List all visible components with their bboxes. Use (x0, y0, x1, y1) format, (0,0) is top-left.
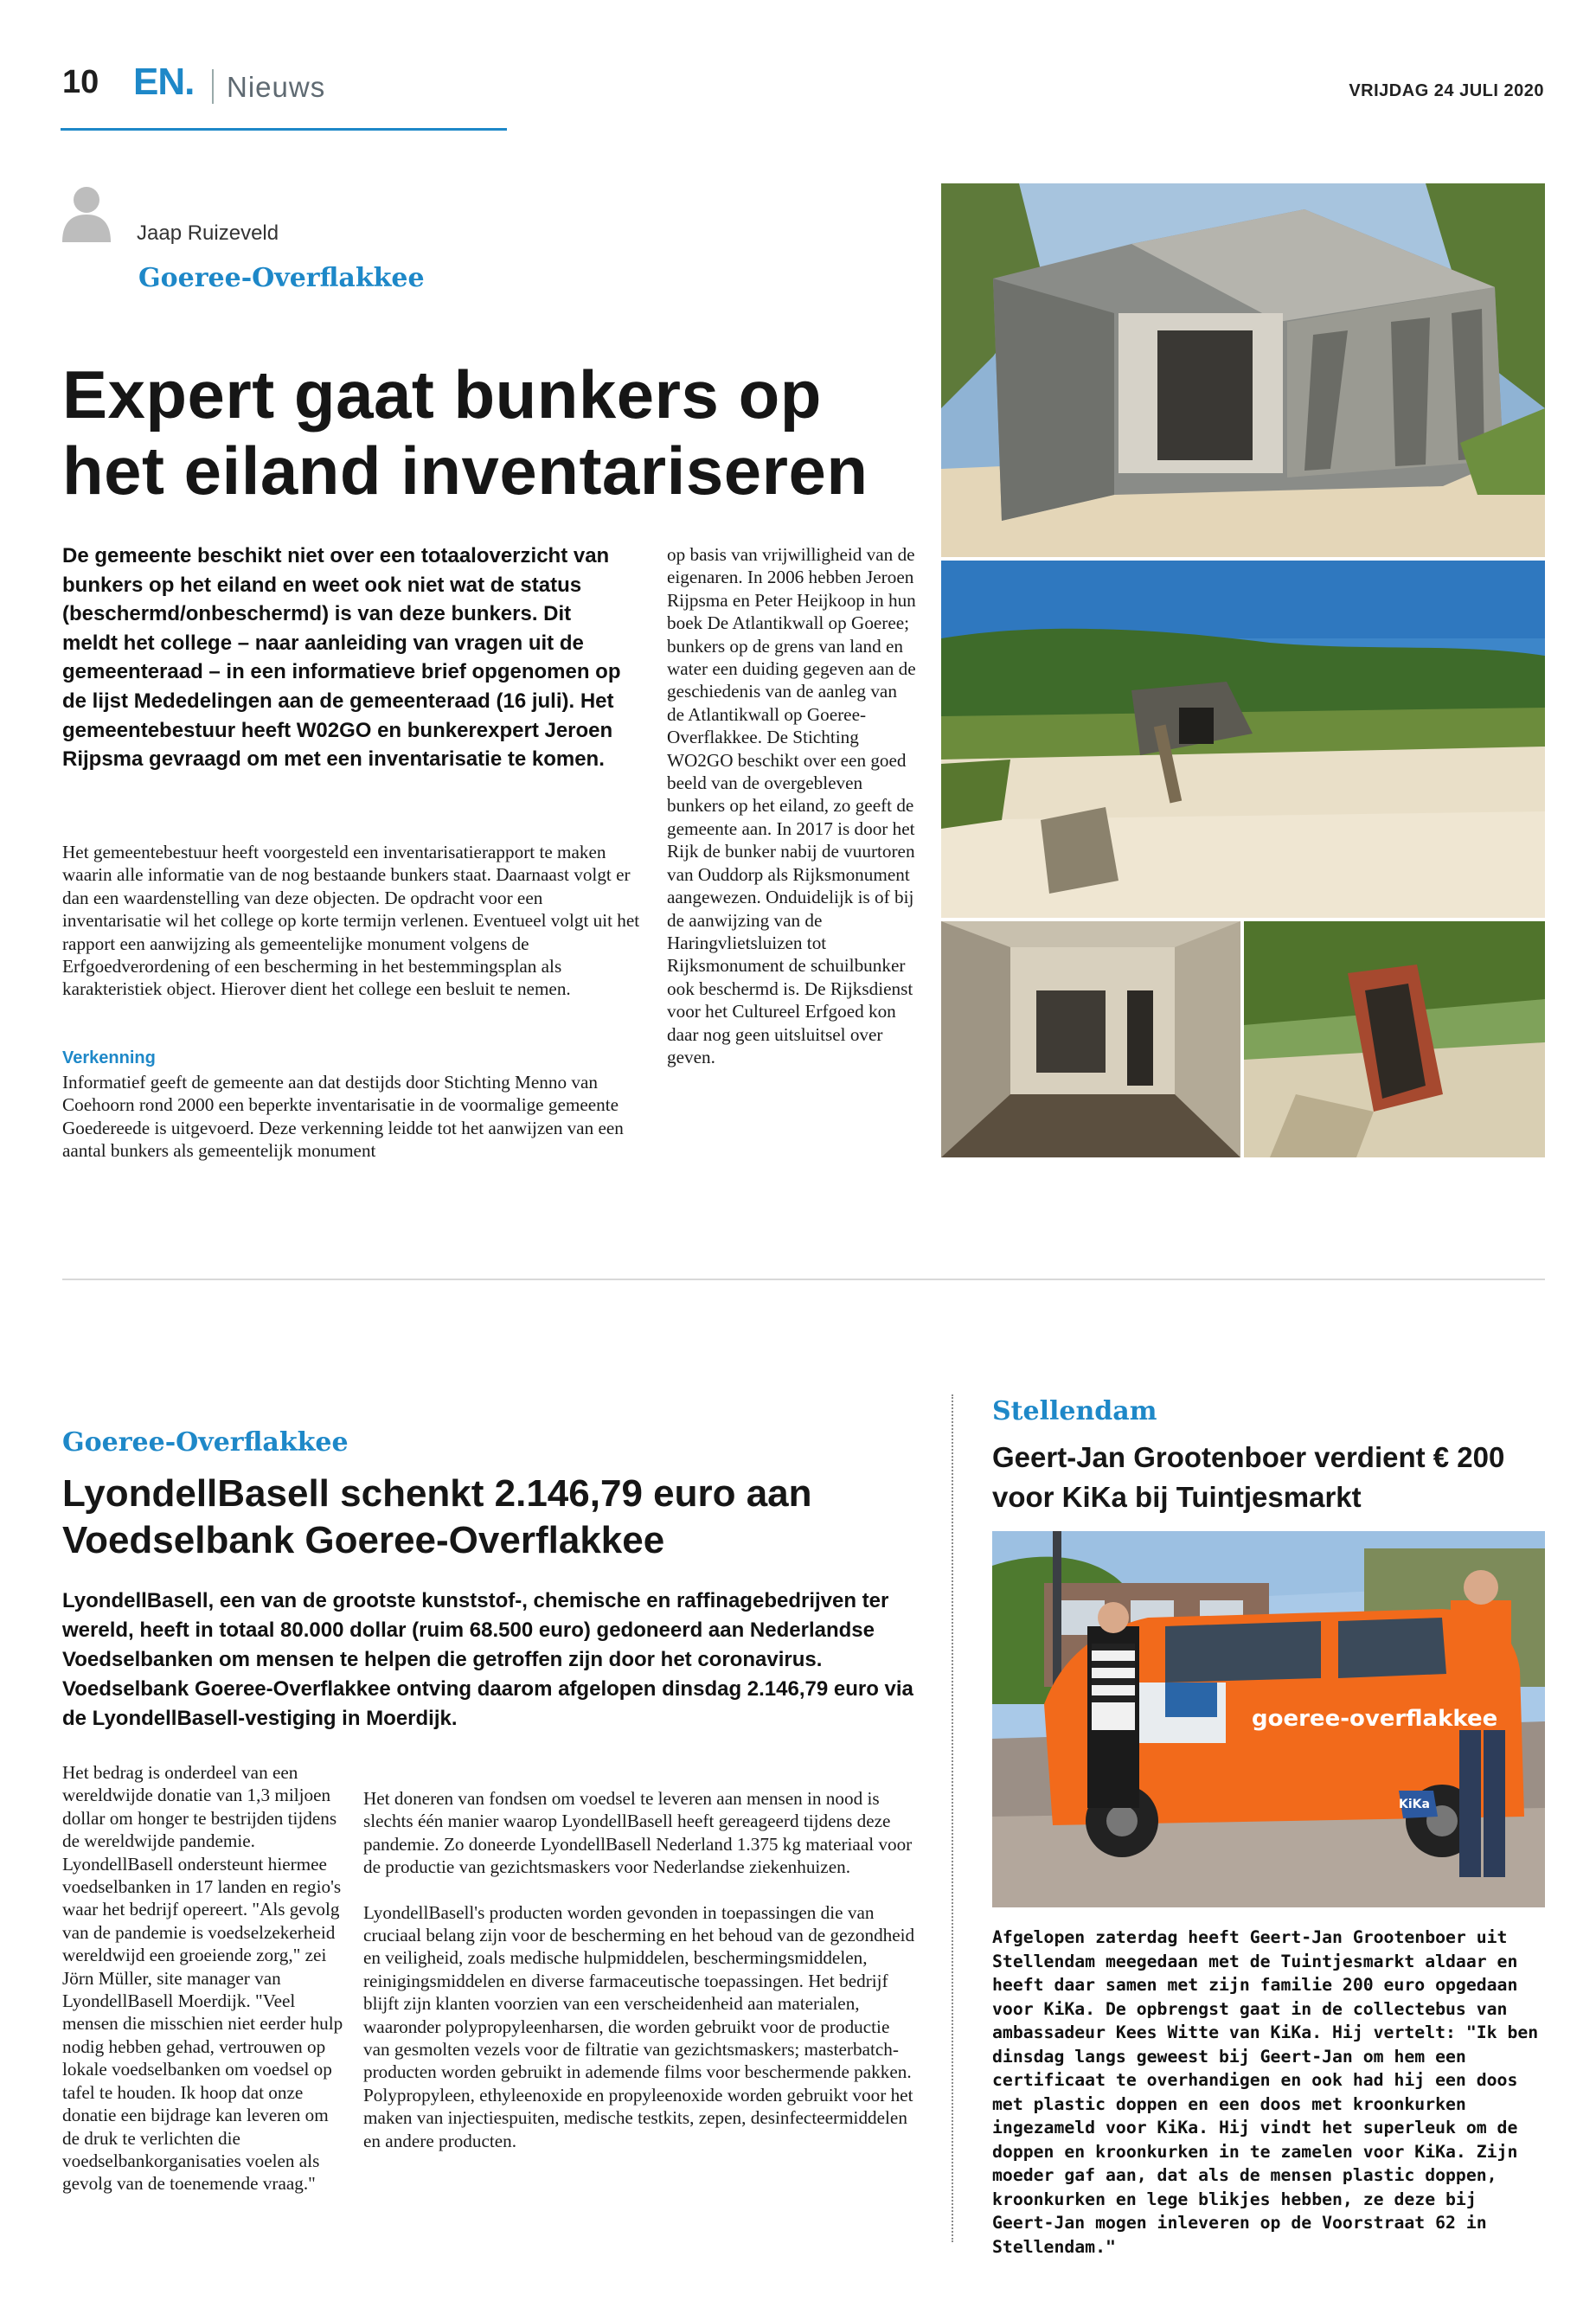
article1-body: Het gemeentebestuur heeft voorgesteld een inventarisatierapport te maken waarin alle informatie van de nog bestaande bunkers staat. Daarnaast volgt er dan een waardenstelling van deze objecten. De opdracht voor een inventarisatie wil het college op korte termijn verlenen. Eventueel volgt uit het rapport een aanwijzing als gemeentelijke monument volgens de Erfgoedverordening of een bescherming in het bestemmingsplan als karakteristiek object. Hierover dient het college een besluit te nemen. (62, 842, 640, 1000)
van-side-text: goeree-overflakkee (1252, 1706, 1498, 1732)
kika-van-photo (992, 1531, 1545, 1907)
article2-paragraph-2: LyondellBasell's producten worden gevonden in toepassingen die van cruciaal belang zijn voor de bescherming en het behoud van de gezondheid en veiligheid, zoals medische hulpmiddelen, beschermingsmiddelen, reinigingsmiddelen en diverse farmaceutische toepassingen. Het bedrijf blijft zijn klanten voorzien van een verscheidenheid aan materialen, waaronder polypropyleenharsen, die worden gebruikt voor de productie van gesmolten vezels voor de filtratie van gezichtsmaskers; masterbatch-producten worden gebruikt in ademende films voor beschermende pakken. Polypropyleen, ethyleenoxide en propyleenoxide worden gebruikt voor het maken van injectiespuiten, medische testkits, zepen, desinfecteermiddelen en andere producten. (363, 1901, 915, 2151)
bunker-photo-dunes (941, 561, 1545, 918)
article2-title: LyondellBasell schenkt 2.146,79 euro aan Voedselbank Goeree-Overflakkee (62, 1472, 812, 1561)
van-kika-sticker: KiKa (1399, 1798, 1430, 1811)
bunker-photo-stairway (1244, 921, 1545, 1157)
article1-region: Goeree-Overflakkee (138, 263, 425, 293)
article2-second-column (363, 1787, 917, 2175)
section-divider (62, 1279, 1545, 1280)
article1-title: Expert gaat bunkers op het eiland inventariseren (62, 356, 869, 509)
article1-second-column: op basis van vrijwilligheid van de eigenaren. In 2006 hebben Jeroen Rijpsma en Peter Heijkoop in hun boek De Atlantikwall op Goeree; bunkers op de grens van land en water een duiding gegeven aan de geschiedenis van de aanleg van de Atlantikwall op Goeree-Overflakkee. De Stichting WO2GO beschikt over een goed beeld van de overgebleven bunkers op het eiland, zo geeft de gemeente aan. In 2017 is door het Rijk de bunker nabij de vuurtoren van Ouddorp als Rijksmonument aangewezen. Onduidelijk is of bij de aanwijzing van de Haringvlietsluizen tot Rijksmonument de schuilbunker ook beschermd is. De Rijksdienst voor het Cultureel Erfgoed kon daar nog geen uitsluitsel over geven. (667, 544, 916, 1067)
article2-region: Goeree-Overflakkee (62, 1427, 349, 1458)
article2-first-column: Het bedrag is onderdeel van een wereldwijde donatie van 1,3 miljoen dollar om honger te bestrijden tijdens de wereldwijde pandemie. LyondellBasell ondersteunt hiermee voedselbanken in 17 landen en regio's waar het bedrijf opereert. "Als gevolg van de pandemie is voedselzekerheid wereldwijd een groeiende zorg," zei Jörn Müller, site manager van LyondellBasell Moerdijk. "Veel mensen die misschien niet eerder hulp nodig hebben gehad, vertrouwen op lokale voedselbanken om voedsel op tafel te houden. Ik hoop dat onze donatie een bijdrage kan leveren om de druk te verlichten die voedselbankorganisaties voelen als gevolg van de toenemende vraag." (62, 1762, 343, 2195)
article2-lead: LyondellBasell, een van de grootste kunststof-, chemische en raffinagebedrijven ter wereld, heeft in totaal 80.000 dollar (ruim 68.500 euro) gedoneerd aan Nederlandse Voedselbanken om mensen te helpen die getroffen zijn door het coronavirus. Voedselbank Goeree-Overflakkee ontving daarom afgelopen dinsdag 2.146,79 euro via de LyondellBasell-vestiging in Moerdijk. (62, 1589, 913, 1730)
article3-region: Stellendam (992, 1396, 1157, 1426)
article2-paragraph-1: Het doneren van fondsen om voedsel te leveren aan mensen in nood is slechts één manier waarop LyondellBasell heeft gereageerd tijdens deze pandemie. Zo doneerde LyondellBasell Nederland 1.375 kg materiaal voor de productie van gezichtsmaskers voor Nederlandse ziekenhuizen. (363, 1788, 913, 1878)
article3-title: Geert-Jan Grootenboer verdient € 200 voor KiKa bij Tuintjesmarkt (992, 1441, 1505, 1513)
issue-date: VRIJDAG 24 JULI 2020 (1349, 81, 1544, 100)
header-separator (212, 69, 214, 104)
page-number: 10 (62, 64, 99, 100)
article1-subheading: Verkenning (62, 1048, 156, 1067)
header-rule (61, 128, 507, 131)
article1-body-continued: Informatief geeft de gemeente aan dat destijds door Stichting Menno van Coehoorn rond 2000 een beperkte inventarisatie in de voormalige gemeente Goedereede is uitgevoerd. Deze verkenning leidde tot het aanwijzen van een aantal bunkers als gemeentelijk monument (62, 1072, 624, 1162)
article3-body: Afgelopen zaterdag heeft Geert-Jan Grootenboer uit Stellendam meegedaan met de Tuintjesmarkt aldaar en heeft daar samen met zijn familie 200 euro opgedaan voor KiKa. De opbrengst gaat in de collectebus van ambassadeur Kees Witte van KiKa. Hij vertelt: "Ik ben dinsdag langs geweest bij Geert-Jan om hem een certificaat te overhandigen en ook had hij een doos met plastic doppen en een doos met kroonkurken ingezameld voor KiKa. Hij vindt het superleuk om de doppen en kroonkurken in te zamelen voor KiKa. Zijn moeder gaf aan, dat als de mensen plastic doppen, kroonkurken en lege blikjes hebben, ze deze bij Geert-Jan mogen inleveren op de Voorstraat 62 in Stellendam." (992, 1927, 1539, 2257)
author-name: Jaap Ruizeveld (137, 221, 279, 245)
author-avatar-icon (62, 183, 111, 242)
column-separator (952, 1394, 953, 2242)
article1-lead: De gemeente beschikt niet over een totaaloverzicht van bunkers op het eiland en weet ook niet wat de status (beschermd/onbeschermd) is van deze bunkers. Dit meldt het college – naar aanleiding van vragen uit de gemeenteraad – in een informatieve brief opgenomen op de lijst Mededelingen aan de gemeenteraad (16 juli). Het gemeentebestuur heeft W02GO en bunkerexpert Jeroen Rijpsma gevraagd om met een inventarisatie te komen. (62, 544, 621, 772)
section-label: Nieuws (227, 71, 326, 103)
bunker-photo-entrance (941, 183, 1545, 557)
bunker-photo-interior (941, 921, 1240, 1157)
newspaper-logo[interactable]: EN. (133, 61, 195, 103)
